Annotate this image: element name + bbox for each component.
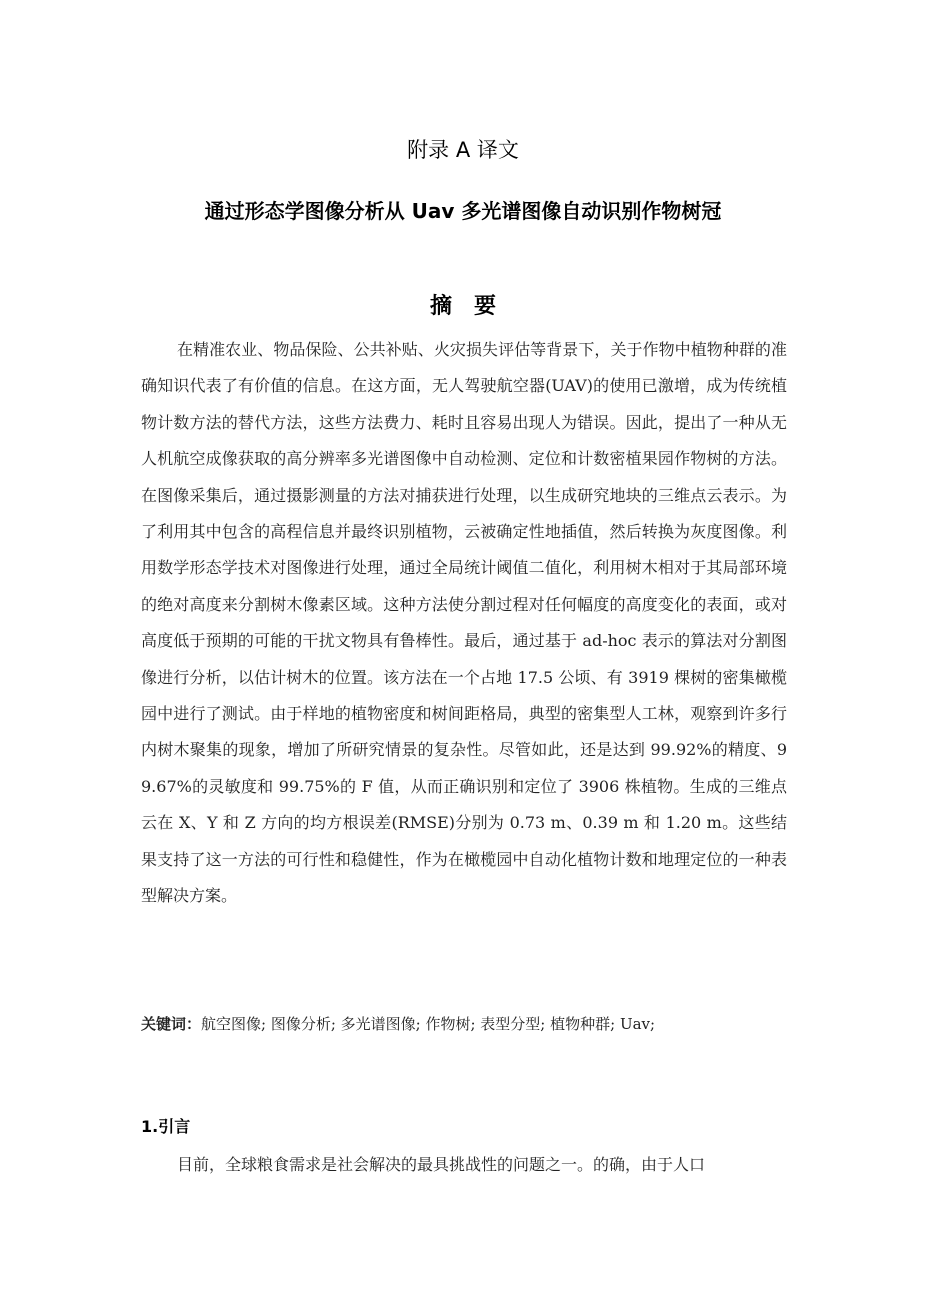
section-heading-introduction: 1.引言	[141, 1117, 191, 1136]
appendix-title: 附录 A 译文	[407, 138, 519, 162]
keywords-label: 关键词：	[141, 1015, 202, 1033]
abstract-paragraph: 在精准农业、物品保险、公共补贴、火灾损失评估等背景下，关于作物中植物种群的准确知识代表了有价值的信息。在这方面，无人驾驶航空器(UAV)的使用已激增，成为传统植物计数方法的替代方法，这些方法费力、耗时且容易出现人为错误。因此，提出了一种从无人机航空成像获取的高分辨率多光谱图像中自动检测、定位和计数密植果园作物树的方法。在图像采集后，通过摄影测量的方法对捕获进行处理，以生成研究地块的三维点云表示。为了利用其中包含的高程信息并最终识别植物，云被确定性地插值，然后转换为灰度图像。利用数学形态学技术对图像进行处理，通过全局统计阈值二值化，利用树木相对于其局部环境的绝对高度来分割树木像素区域。这种方法使分割过程对任何幅度的高度变化的表面，或对高度低于预期的可能的干扰文物具有鲁棒性。最后，通过基于 ad-hoc 表示的算法对分割图像进行分析，以估计树木的位置。该方法在一个占地 17.5 公顷、有 3919 棵树的密集橄榄园中进行了测试。由于样地的植物密度和树间距格局，典型的密集型人工林，观察到许多行内树木聚集的现象，增加了所研究情景的复杂性。尽管如此，还是达到 99.92%的精度、99.67%的灵敏度和 99.75%的 F 值，从而正确识别和定位了 3906 株植物。生成的三维点云在 X、Y 和 Z 方向的均方根误差(RMSE)分别为 0.73 m、0.39 m 和 1.20 m。这些结果支持了这一方法的可行性和稳健性，作为在橄榄园中自动化植物计数和地理定位的一种表型解决方案。	[141, 340, 787, 906]
keywords-text: 航空图像; 图像分析; 多光谱图像; 作物树; 表型分型; 植物种群; Uav;	[201, 1015, 656, 1033]
keywords	[141, 1012, 787, 1036]
abstract-heading: 摘要	[429, 294, 518, 319]
introduction-paragraph: 目前，全球粮食需求是社会解决的最具挑战性的问题之一。的确，由于人口	[177, 1155, 706, 1174]
paper-title: 通过形态学图像分析从 Uav 多光谱图像自动识别作物树冠	[204, 199, 722, 223]
